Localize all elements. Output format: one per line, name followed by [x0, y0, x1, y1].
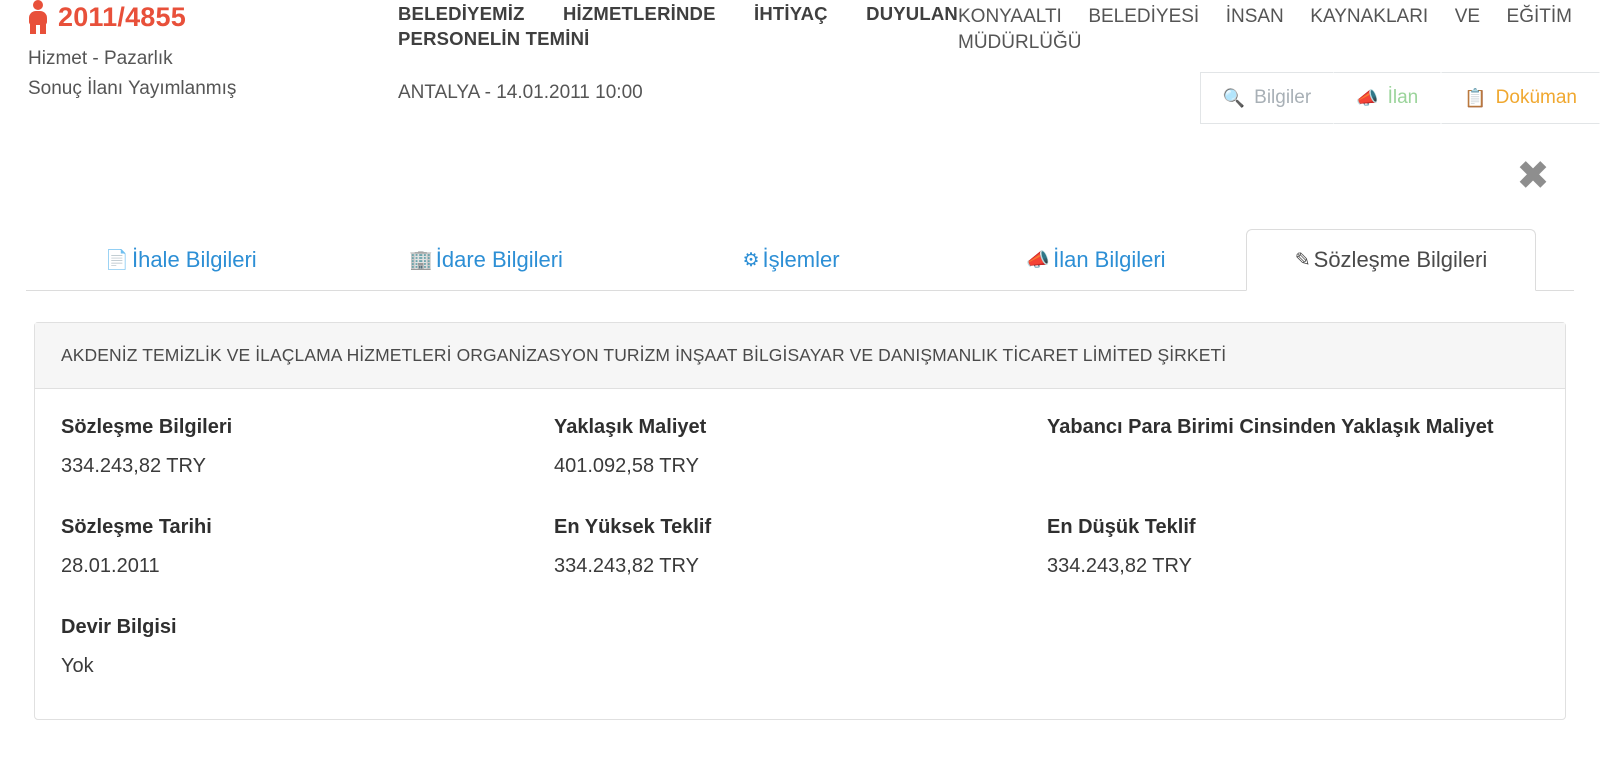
transfer-info-label: Devir Bilgisi [61, 616, 177, 638]
tab-idare-bilgileri-label: İdare Bilgileri [435, 247, 563, 272]
contract-row-3 [61, 613, 1539, 689]
tender-title: BELEDİYEMİZ HİZMETLERİNDE İHTİYAÇ DUYULAN PERSONELİN TEMİNİ [398, 3, 958, 49]
tab-ihale-bilgileri[interactable] [26, 230, 336, 290]
contracting-authority: KONYAALTI BELEDİYESİ İNSAN KAYNAKLARI VE EĞİTİM MÜDÜRLÜĞÜ [958, 6, 1572, 54]
contract-date-value: 28.01.2011 [61, 555, 160, 577]
field-lowest-bid [1047, 513, 1540, 589]
tender-number: 2011/4855 [58, 1, 186, 32]
field-estimated-cost [554, 413, 1047, 489]
lowest-bid-value: 334.243,82 TRY [1047, 555, 1192, 577]
tab-ihale-bilgileri-label: İhale Bilgileri [131, 247, 257, 272]
tender-header [0, 0, 1600, 140]
contract-row-2 [61, 513, 1539, 589]
contract-date-label: Sözleşme Tarihi [61, 516, 212, 538]
building-icon: 🏢 [409, 249, 433, 271]
tender-title-column [398, 0, 958, 104]
documents-icon: 📋 [1464, 88, 1487, 108]
ilan-label: İlan [1387, 87, 1419, 108]
tender-place-date: ANTALYA - 14.01.2011 10:00 [398, 81, 643, 103]
gears-icon: ⚙ [742, 249, 760, 271]
highest-bid-label: En Yüksek Teklif [554, 516, 712, 538]
lowest-bid-label: En Düşük Teklif [1047, 516, 1196, 538]
field-foreign-currency-estimated-cost [1047, 413, 1540, 489]
tab-ilan-bilgileri[interactable] [946, 230, 1246, 290]
foreign-currency-label: Yabancı Para Birimi Cinsinden Yaklaşık Maliyet [1047, 416, 1494, 438]
bilgiler-label: Bilgiler [1254, 87, 1312, 108]
document-icon: 📄 [105, 249, 129, 271]
person-icon [28, 0, 48, 34]
estimated-cost-value: 401.092,58 TRY [554, 455, 699, 477]
tender-number-row [28, 0, 398, 34]
estimated-cost-label: Yaklaşık Maliyet [554, 416, 707, 438]
field-transfer-info [61, 613, 554, 689]
tab-islemler-label: İşlemler [762, 247, 840, 272]
tender-type: Hizmet - Pazarlık [28, 48, 173, 69]
field-contract-date [61, 513, 554, 589]
highest-bid-value: 334.243,82 TRY [554, 555, 699, 577]
tender-summary-column [28, 0, 398, 100]
bilgiler-button[interactable] [1200, 72, 1333, 124]
tab-islemler[interactable] [636, 230, 946, 290]
pencil-icon: ✎ [1294, 249, 1311, 271]
field-highest-bid [554, 513, 1047, 589]
contract-info-panel [34, 322, 1566, 720]
tab-ilan-bilgileri-label: İlan Bilgileri [1053, 247, 1166, 272]
authority-column [958, 0, 1572, 56]
close-icon[interactable]: ✖ [1516, 153, 1550, 199]
tab-sozlesme-bilgileri[interactable] [1246, 229, 1536, 291]
ilan-button[interactable] [1333, 72, 1441, 124]
contract-info-value: 334.243,82 TRY [61, 455, 206, 477]
contractor-company-name: AKDENİZ TEMİZLİK VE İLAÇLAMA HİZMETLERİ ORGANİZASYON TURİZM İNŞAAT BİLGİSAYAR VE DANIŞMANLIK TİCARET LİMİTED ŞİRKETİ [35, 323, 1565, 389]
contract-row-1 [61, 413, 1539, 489]
field-contract-info [61, 413, 554, 489]
tab-bar [26, 228, 1574, 291]
tab-sozlesme-bilgileri-label: Sözleşme Bilgileri [1313, 247, 1488, 272]
transfer-info-value: Yok [61, 655, 94, 677]
megaphone-icon: 📣 [1356, 88, 1379, 108]
tab-idare-bilgileri[interactable] [336, 230, 636, 290]
header-action-buttons [1200, 72, 1600, 124]
contract-info-label: Sözleşme Bilgileri [61, 416, 233, 438]
tender-status: Sonuç İlanı Yayımlanmış [28, 78, 237, 99]
dokuman-button[interactable] [1441, 72, 1600, 124]
dokuman-label: Doküman [1495, 87, 1577, 108]
search-icon: 🔍 [1222, 88, 1246, 108]
megaphone-icon: 📣 [1026, 249, 1051, 271]
contract-fields [35, 389, 1565, 719]
